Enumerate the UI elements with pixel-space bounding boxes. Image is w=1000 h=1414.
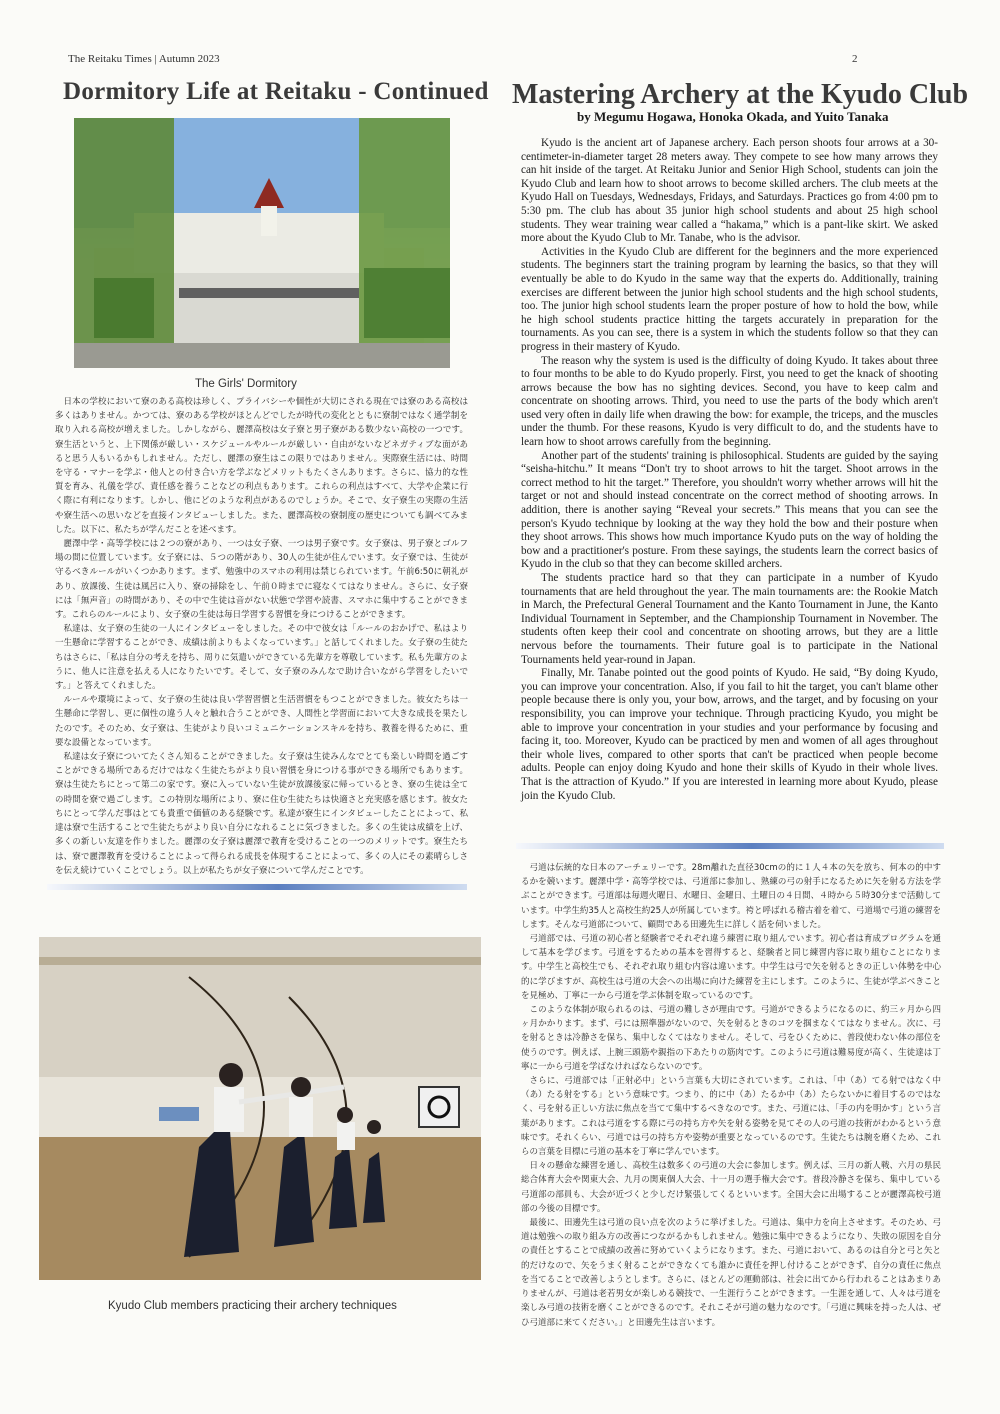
- en-paragraph: The reason why the system is used is the difficulty of doing Kyudo. It takes about three to four months to be able to do Kyudo properly. First, you need to get the knack of shooting arrows because the bow has no sighting devices. Second, you have to keep calm and concentrate on shooting arrows. Third, you need to use the parts of the body which aren't used very often in daily life when drawing the bow: for example, the triceps, and the muscles under the thumb. For these reasons, Kyudo is very difficult to do, and the students have to learn how to shoot arrows carefully from the beginning.: [521, 354, 938, 449]
- newspaper-header: The Reitaku Times | Autumn 2023: [68, 53, 220, 65]
- jp-paragraph: 弓道は伝統的な日本のアーチェリーです。28m離れた直径30cmの的に１人４本の矢を放ち、何本の的中するかを競います。麗澤中学・高等学校では、弓道部に参加し、熟練の弓の射手になるために矢を射る方法を学ぶことができます。弓道部は毎週火曜日、水曜日、金曜日、土曜日の４日間、４時から５時30分まで活動しています。中学生約35人と高校生約25人が所属しています。袴と呼ばれる稽古着を着て、弓道場で弓道の練習をします。そんな弓道部について、顧問である田邊先生に詳しく話を伺いました。: [521, 863, 941, 930]
- page-number: 2: [852, 53, 858, 65]
- dormitory-article-title: Dormitory Life at Reitaku - Continued: [63, 78, 489, 105]
- en-paragraph: Another part of the students' training is philosophical. Students are guided by the saying “seisha-hitchu.” It means “Don't try to shoot arrows to hit the target. Shoot arrows in the correct method to hit the target.” Therefore, you shouldn't worry whether arrows will hit the target or not and should instead concentrate on the correct method of shooting arrows. In addition, there is another saying “Reveal your secrets.” This means that you can see the person's Kyudo technique by looking at the way they hold the bow and their posture when they shoot arrows. This shows how much importance Kyudo puts on the way of holding the bow and a practitioner's posture. From these sayings, the students learn the correct basics of Kyudo in the club so that they can become skilled archers.: [521, 449, 938, 571]
- kyudo-photo-caption: Kyudo Club members practicing their archery techniques: [108, 1300, 397, 1312]
- jp-paragraph: 私達は女子寮についてたくさん知ることができました。女子寮は生徒みんなでとても楽しい時間を過ごすことができる場所であるだけではなく生徒たちがより良い習慣を身につける事ができる場所でもあります。寮は生徒たちにとって第二の家です。寮に入っていない生徒が放課後家に帰っているとき、寮の生徒は全ての時間を寮で過ごします。この特別な場所により、寮に住む生徒たちは快適さと充実感を感じます。彼女たちにとって学んだ事はとても貴重で価値のある経験です。私達が寮生にインタビューしたことによって、私達は寮で生活することで生徒たちがより良い自分になれることに気づきました。多くの生徒は成績を上げ、多くの新しい友達を作りました。麗澤の女子寮は麗澤で教育を受けることの一つのメリットです。寮生たちは、寮で麗澤教育を受けることによって得られる成長を体現することによって、多くの人にその素晴らしさを伝え続けていくことでしょう。以上が私たちが女子寮について学んだことです。: [55, 752, 468, 876]
- jp-paragraph: 私達は、女子寮の生徒の一人にインタビューをしました。その中で彼女は「ルールのおかげで、私はより一生懸命に学習することができ、成績は前よりもよくなっています。」と話してくれました。女子寮の生徒たちはさらに、「私は自分の考えを持ち、周りに気遣いができている先輩方を尊敬しています。私も先輩方のように、他人に注意を払える人になりたいです。そして、女子寮のみんなで助け合いながら学習をしたいです。」と答えてくれました。: [55, 624, 468, 692]
- en-paragraph: Activities in the Kyudo Club are different for the beginners and the more experienced students. The beginners start the training program by learning the basics, so that they will eventually be able to do Kyudo in the same way that the experts do. Additionally, training exercises are different between the junior high school students and the high school students, too. The junior high school students learn the proper posture of how to hold the bow, while he high school students practice hitting the targets accurately in preparation for the tournaments. As you can see, there is a system in which the students follow so that they can progress in their mastery of Kyudo.: [521, 245, 938, 353]
- jp-paragraph: ルールや環境によって、女子寮の生徒は良い学習習慣と生活習慣をもつことができました。彼女たちは一生懸命に学習し、更に個性の違う人々と触れ合うことができ、人間性と学習面において大きな成長を果たしたのです。そのため、女子寮は、生徒がより良いコミュニケーションスキルを持ち、教養を得るために、重要な設備となっています。: [55, 695, 468, 748]
- kyudo-article-body-jp: [521, 861, 941, 1328]
- en-paragraph: Kyudo is the ancient art of Japanese archery. Each person shoots four arrows at a 30-centimeter-in-diameter target 28 meters away. They compete to see how many arrows they can hit inside of the target. At Reitaku Junior and Senior High School, students can join the Kyudo Club and learn how to shoot arrows to become skilled archers. The club meets at the Kyudo Hall on Tuesdays, Wednesdays, Fridays, and Saturdays. Practices go from 4:00 pm to 5:30 pm. The club has about 35 junior high school students and about 25 high school students. They wear training wear called a “hakama,” which is a pant-like skirt. We asked more about the Kyudo Club to Mr. Tanabe, who is the advisor.: [521, 137, 938, 245]
- jp-paragraph: さらに、弓道部では「正射必中」という言葉も大切にされています。これは、「中（あ）てる射ではなく中（あ）たる射をする」という意味です。つまり、的に中（あ）たるか中（あ）たらないかに着目するのではなく、弓を射る正しい方法に焦点を当てて集中するべきなのです。また、弓道には、「手の内を明かす」という言葉があります。これは弓道をする際に弓の持ち方や矢を射る姿勢を見てその人の弓道の技術がわかるという意味です。それくらい、弓道では弓の持ち方や姿勢が重要となっているのです。生徒たちは腕を磨くため、これらの言葉を目標に弓道の基本を丁寧に学んでいます。: [521, 1076, 941, 1158]
- byline: by Megumu Hogawa, Honoka Okada, and Yuito Tanaka: [577, 109, 889, 124]
- jp-paragraph: 弓道部では、弓道の初心者と経験者でそれぞれ違う練習に取り組んでいます。初心者は育成プログラムを通して基本を学びます。弓道をするための基本を習得すると、経験者と同じ練習内容に取り組むことになります。中学生と高校生でも、それぞれ取り組む内容は違います。中学生は弓で矢を射るときの正しい体勢を中心的に学びますが、高校生は弓道の大会への出場に向けた練習を主にします。このように、生徒が学ぶべきことを見極め、丁寧に一から弓道を学ぶ体制を取っているのです。: [521, 934, 941, 1001]
- jp-paragraph: 日々の懸命な練習を通し、高校生は数多くの弓道の大会に参加します。例えば、三月の新人戦、六月の県民総合体育大会や関東大会、九月の関東個人大会、十一月の選手権大会です。普段冷静さを保ち、集中している弓道部の部員も、大会が近づくと少しだけ緊張してくるといいます。全国大会に出場することが麗澤高校弓道部の今後の目標です。: [521, 1161, 941, 1214]
- jp-paragraph: 麗澤中学・高等学校には２つの寮があり、一つは女子寮、一つは男子寮です。女子寮は、男子寮とゴルフ場の間に位置しています。女子寮には、５つの階があり、30人の生徒が住んでいます。女子寮では、生徒が守るべきルールがいくつかあります。まず、勉強中のスマホの利用は禁じられています。午前6:50に朝礼があり、放課後、生徒は風呂に入り、寮の掃除をし、午前０時までに寝なくてはなりません。さらに、女子寮には「無声音」の時間があり、その中で生徒は音がない状態で学習や読書、スマホに集中することができます。これらのルールにより、女子寮の生徒は毎日学習する習慣を身につけることができます。: [55, 539, 468, 621]
- section-divider: [516, 843, 944, 849]
- kyudo-article-title: Mastering Archery at the Kyudo Club: [512, 79, 969, 110]
- en-paragraph: Finally, Mr. Tanabe pointed out the good points of Kyudo. He said, “By doing Kyudo, you can improve your concentration. Also, if you fail to hit the target, you can't blame other people because there is only you, your bow, arrows, and the target, and by focusing on your responsibility, you can improve your technique. Through practicing Kyudo, you might be able to improve your concentration in your studies and your performance by focusing and facing it, too. Moreover, Kyudo can be practiced by men and women of all ages throughout their whole lives, compared to other sports that can't be practiced when people become adults. People can enjoy doing Kyudo and hone their skills of Kyudo in their whole lives. That is the attraction of Kyudo.” If you are interested in learning more about Kyudo, please join the Kyudo Club.: [521, 667, 938, 802]
- jp-paragraph: 日本の学校において寮のある高校は珍しく、プライバシーや個性が大切にされる現在では寮のある高校は多くはありません。かつては、寮のある学校がほとんどでしたが時代の変化とともに寮制ではなく通学制を取り入れる高校が増えました。しかしながら、麗澤高校は女子寮と男子寮がある数少ない高校の一つです。寮生活というと、上下関係が厳しい・スケジュールやルールが厳しい・自由がないなどネガティブな面があると思う人もいるかもしれません。ただし、麗澤の寮生はこの限りではありません。実際寮生活には、時間を守る・マナーを学ぶ・他人との付き合い方を学ぶなどメリットもたくさんあります。さらに、協力的な性質を育み、礼儀を学び、責任感を養うことなどの利点もあります。これらの利点はすべて、大学や企業に行く際に有利になります。しかし、他にどのような利点があるのでしょうか。そこで、女子寮生の実際の生活や寮生活への思いなどを直接インタビューしました。また、麗澤高校の寮制度の歴史についても調べてみました。以下に、私たちが学んだことを述べます。: [55, 397, 468, 535]
- dormitory-photo-caption: The Girls' Dormitory: [195, 378, 297, 390]
- en-paragraph: The students practice hard so that they can participate in a number of Kyudo tournaments that are held throughout the year. The main tournaments are: the Rookie Match in March, the Prefectural General Tournament and the Kanto Tournament in June, the Kanto Individual Tournament in September, and the Championship Tournament in November. The students often keep their cool and concentrate on shooting arrows, but they are a little nervous before the tournaments. Their future goal is to participate in the National Tournaments held year-round in Japan.: [521, 572, 938, 666]
- girls-dormitory-photo: [74, 118, 450, 368]
- jp-paragraph: このような体制が取られるのは、弓道の難しさが理由です。弓道ができるようになるのに、約三ヶ月から四ヶ月かかります。まず、弓には照準器がないので、矢を射るときのコツを掴まなくてはなりません。次に、弓を射るときは冷静さを保ち、集中しなくてはなりません。そして、弓をひくために、普段使わない体の部位を使うのです。例えば、上腕三頭筋や親指の下あたりの筋肉です。このように弓道は難易度が高く、生徒達は丁寧に一から弓道を学ばなければならないのです。: [521, 1005, 941, 1072]
- section-divider: [47, 884, 467, 890]
- jp-paragraph: 最後に、田邊先生は弓道の良い点を次のように挙げました。弓道は、集中力を向上させます。そのため、弓道は勉強への取り組み方の改善につながるかもしれません。勉強に集中できるようになり、失敗の原因を自分の責任とすることで成績の改善に努めていくようになります。また、弓道において、あるのは自分と弓と矢と的だけなので、矢をうまく射ることができなくても誰かに責任を押し付けることができず、自分の責任に焦点を当てることで改善しようとします。さらに、ほとんどの運動部は、社会に出てから行われることはあまりありませんが、弓道は老若男女が楽しめる競技で、一生涯行うことができます。一生涯を通して、人々は弓道を楽しみ弓道の技術を磨くことができるのです。それこそが弓道の魅力なのです。「弓道に興味を持った人は、ぜひ弓道部に来てください。」と田邊先生は言います。: [521, 1218, 941, 1328]
- kyudo-practice-photo: [39, 937, 481, 1280]
- dormitory-article-body-jp: [55, 395, 468, 876]
- kyudo-article-body-en: [521, 137, 938, 803]
